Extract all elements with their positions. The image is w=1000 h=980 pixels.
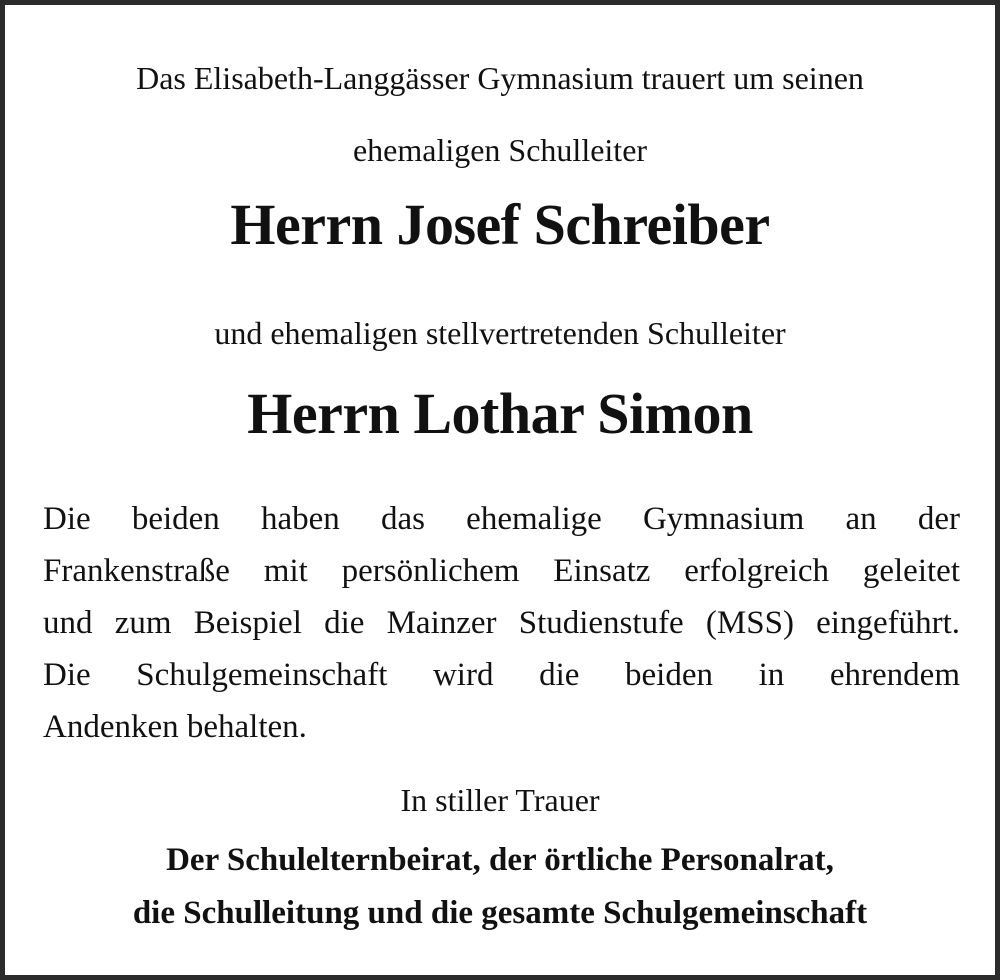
signoff: In stiller Trauer — [400, 782, 600, 818]
intro-line-1: Das Elisabeth-Langgässer Gymnasium trauert um seinen — [136, 60, 864, 96]
tribute-line: Frankenstraße mit persönlichem Einsatz erfolgreich geleitet — [43, 553, 960, 589]
tribute-line: und zum Beispiel die Mainzer Studienstufe (MSS) eingeführt. — [43, 605, 960, 641]
tribute-line: Andenken behalten. — [43, 709, 307, 745]
tribute-paragraph — [43, 493, 960, 753]
tribute-line: Die beiden haben das ehemalige Gymnasium an der — [43, 501, 960, 537]
signers-line-2: die Schulleitung und die gesamte Schulgemeinschaft — [132, 895, 868, 931]
signers-line-1: Der Schulelternbeirat, der örtliche Personalrat, — [166, 842, 834, 878]
tribute-line: Die Schulgemeinschaft wird die beiden in ehrendem — [43, 657, 960, 693]
intro-line-3: und ehemaligen stellvertretenden Schulleiter — [214, 315, 786, 351]
intro-line-2: ehemaligen Schulleiter — [352, 132, 648, 168]
deceased-name-2: Herrn Lothar Simon — [247, 381, 753, 446]
deceased-name-1: Herrn Josef Schreiber — [230, 192, 770, 257]
